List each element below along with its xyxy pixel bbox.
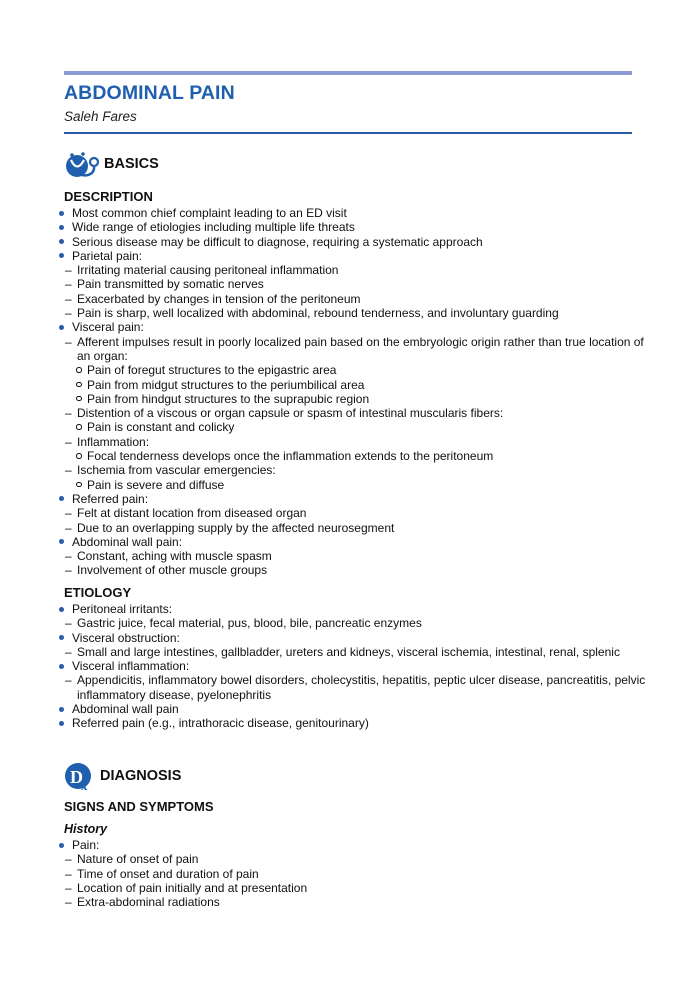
list-item: Visceral pain: [57,320,647,334]
list-item: Pain from hindgut structures to the suprapubic region [57,392,647,406]
list-item: – Nature of onset of pain [57,852,647,866]
section-heading-basics [64,147,159,181]
list-item: – Inflammation: [57,435,647,449]
dx-icon [64,759,96,793]
list-item: – Felt at distant location from diseased organ [57,506,647,520]
stethoscope-icon [64,147,100,181]
list-item: – Due to an overlapping supply by the affected neurosegment [57,521,647,535]
history-heading: History [64,822,108,836]
section-heading-basics-label: BASICS [104,156,159,172]
list-item: Pain is constant and colicky [57,420,647,434]
list-item: Wide range of etiologies including multiple life threats [57,220,647,234]
list-item: – Irritating material causing peritoneal inflammation [57,263,647,277]
list-item: – Distention of a viscous or organ capsule or spasm of intestinal muscularis fibers: [57,406,647,420]
list-item: Abdominal wall pain [57,702,647,716]
list-item: – Involvement of other muscle groups [57,563,647,577]
list-item: – Small and large intestines, gallbladder, ureters and kidneys, visceral ischemia, intestinal, renal, splenic [57,645,647,659]
svg-text:D: D [70,767,83,787]
list-item: – Ischemia from vascular emergencies: [57,463,647,477]
list-item: Parietal pain: [57,249,647,263]
list-item: – Appendicitis, inflammatory bowel disorders, cholecystitis, hepatitis, peptic ulcer disease, pancreatitis, pelvic inflammatory disease, pyelonephritis [57,673,647,702]
etiology-heading: ETIOLOGY [64,585,132,600]
page-title: ABDOMINAL PAIN [64,82,235,104]
svg-text:x: x [81,778,88,793]
list-item: Serious disease may be difficult to diagnose, requiring a systematic approach [57,235,647,249]
description-heading: DESCRIPTION [64,189,153,204]
list-item: Pain from midgut structures to the periumbilical area [57,378,647,392]
section-heading-diagnosis [64,759,181,793]
top-rule [64,71,632,75]
list-item: Pain: [57,838,647,852]
list-item: Pain is severe and diffuse [57,478,647,492]
description-list [57,206,647,578]
header-divider [64,132,632,134]
history-list [57,838,647,909]
etiology-block [57,583,647,731]
list-item: Most common chief complaint leading to an ED visit [57,206,647,220]
section-heading-diagnosis-label: DIAGNOSIS [100,768,182,784]
list-item: Visceral obstruction: [57,631,647,645]
list-item: Referred pain (e.g., intrathoracic disease, genitourinary) [57,716,647,730]
signs-block [57,797,647,909]
list-item: – Constant, aching with muscle spasm [57,549,647,563]
list-item: – Pain is sharp, well localized with abdominal, rebound tenderness, and involuntary guarding [57,306,647,320]
list-item: – Extra-abdominal radiations [57,895,647,909]
description-block [57,187,647,578]
list-item: – Location of pain initially and at presentation [57,881,647,895]
list-item: – Gastric juice, fecal material, pus, blood, bile, pancreatic enzymes [57,616,647,630]
signs-heading: SIGNS AND SYMPTOMS [64,799,214,814]
list-item: Peritoneal irritants: [57,602,647,616]
list-item: Pain of foregut structures to the epigastric area [57,363,647,377]
list-item: – Exacerbated by changes in tension of the peritoneum [57,292,647,306]
list-item: Abdominal wall pain: [57,535,647,549]
list-item: – Time of onset and duration of pain [57,867,647,881]
etiology-list [57,602,647,731]
list-item: – Afferent impulses result in poorly localized pain based on the embryologic origin rather than true location of an organ: [57,335,647,364]
list-item: Visceral inflammation: [57,659,647,673]
author-name: Saleh Fares [64,109,137,124]
list-item: Referred pain: [57,492,647,506]
list-item: – Pain transmitted by somatic nerves [57,277,647,291]
list-item: Focal tenderness develops once the inflammation extends to the peritoneum [57,449,647,463]
